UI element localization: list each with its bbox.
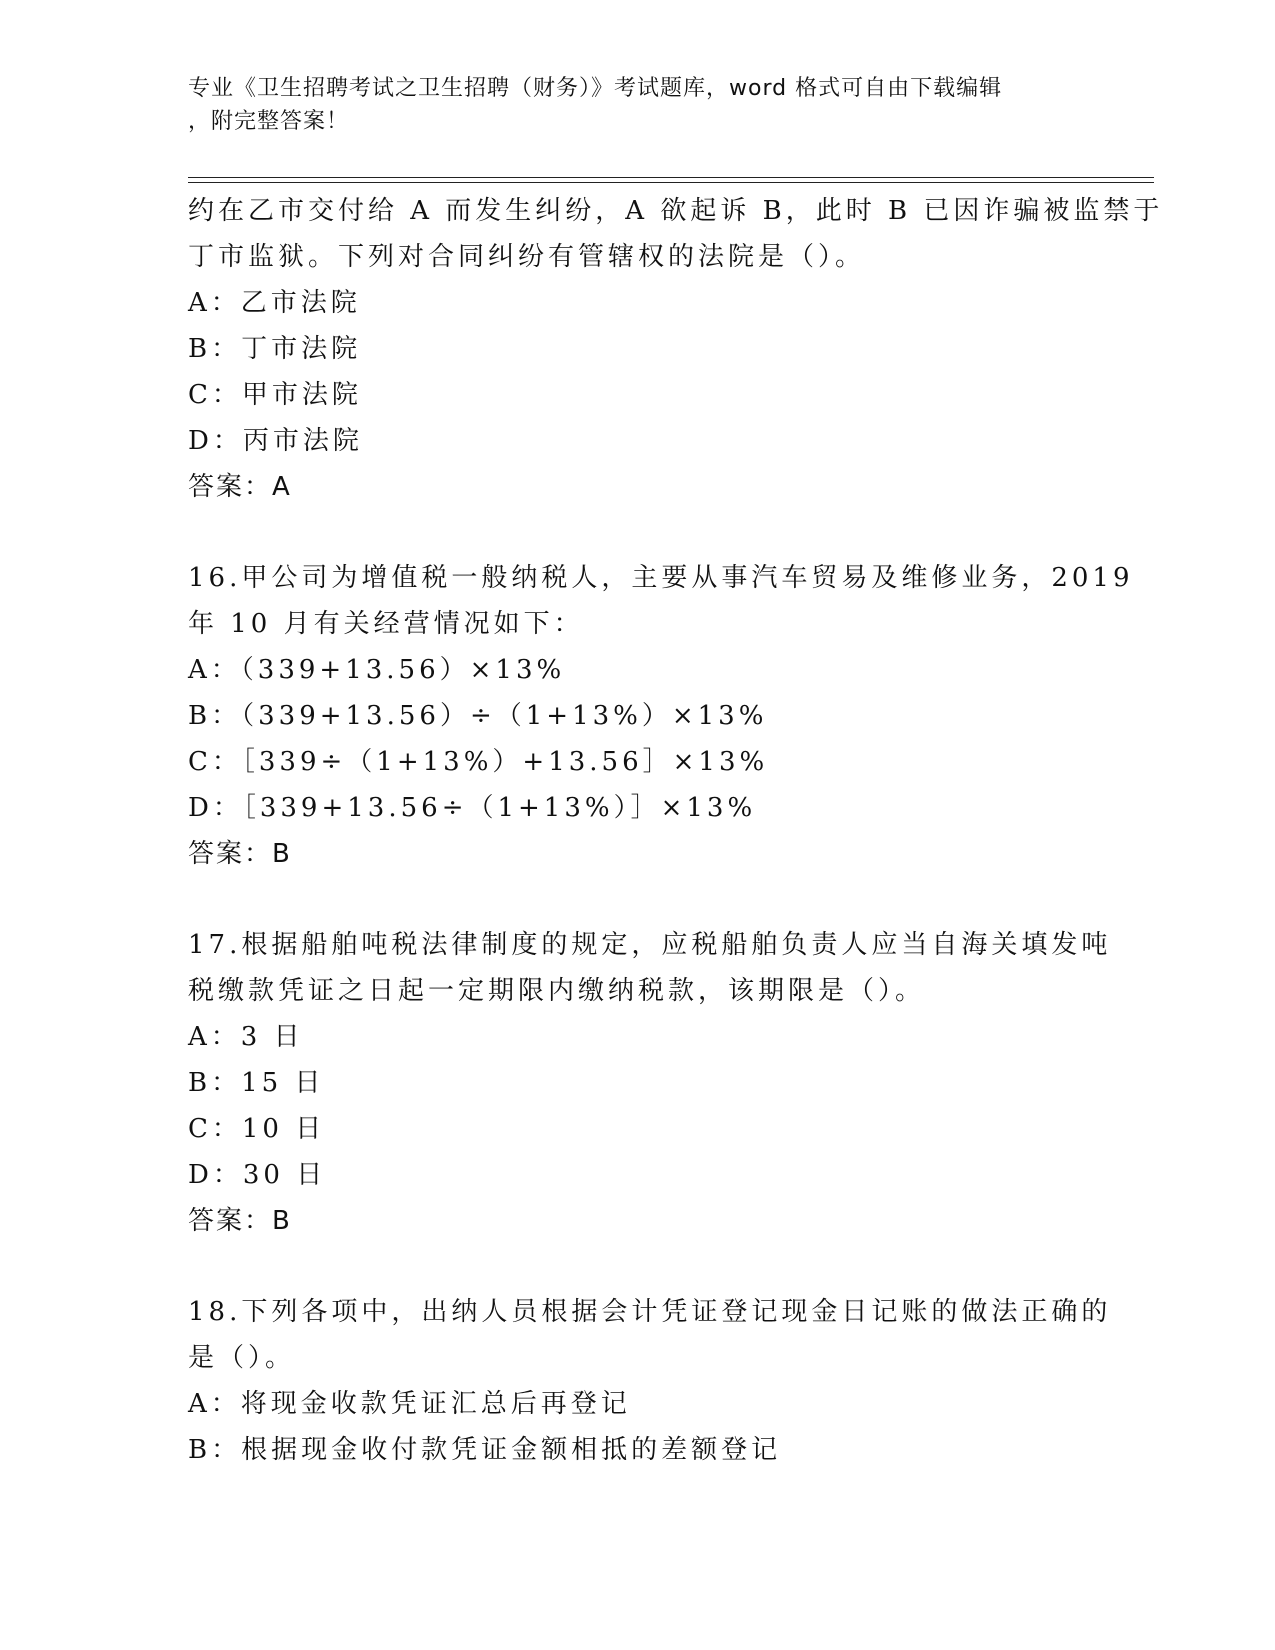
option-b: B：（339+13.56）÷（1+13%）×13% [188, 701, 768, 731]
header-text-line-1: 专业《卫生招聘考试之卫生招聘（财务）》考试题库，word 格式可自由下载编辑 [188, 76, 1003, 101]
option-c: C：10 日 [188, 1114, 326, 1144]
question-stem-line: 是（）。 [188, 1343, 296, 1373]
option-b: B：根据现金收付款凭证金额相抵的差额登记 [188, 1435, 782, 1465]
question-list [188, 188, 1164, 1473]
question-17 [188, 922, 1112, 1244]
question-stem-line: 税缴款凭证之日起一定期限内缴纳税款，该期限是（）。 [188, 976, 926, 1006]
question-15 [188, 188, 1164, 510]
answer-line: 答案：B [188, 1206, 292, 1236]
header-divider-bottom [188, 182, 1154, 183]
answer-line: 答案：A [188, 472, 292, 502]
question-spacer [188, 877, 1088, 922]
option-d: D：30 日 [188, 1160, 327, 1190]
question-stem-line: 16.甲公司为增值税一般纳税人，主要从事汽车贸易及维修业务，2019 [188, 563, 1134, 593]
header-text-line-2: ，附完整答案！ [188, 109, 350, 134]
option-d: D：［339+13.56÷（1+13%）］×13% [188, 793, 757, 823]
question-stem-line: 18.下列各项中，出纳人员根据会计凭证登记现金日记账的做法正确的 [188, 1297, 1112, 1327]
question-stem-line: 年 10 月有关经营情况如下： [188, 609, 584, 639]
question-spacer [188, 510, 1088, 555]
option-d: D：丙市法院 [188, 426, 363, 456]
question-stem-line: 约在乙市交付给 A 而发生纠纷，A 欲起诉 B，此时 B 已因诈骗被监禁于 [188, 196, 1164, 226]
option-a: A：乙市法院 [188, 288, 361, 318]
option-b: B：15 日 [188, 1068, 325, 1098]
answer-line: 答案：B [188, 839, 292, 869]
question-18 [188, 1289, 1112, 1473]
option-b: B：丁市法院 [188, 334, 362, 364]
document-header [188, 72, 1068, 138]
question-stem-line: 17.根据船舶吨税法律制度的规定，应税船舶负责人应当自海关填发吨 [188, 930, 1112, 960]
option-a: A：将现金收款凭证汇总后再登记 [188, 1389, 631, 1419]
question-16 [188, 555, 1134, 877]
header-divider-top [188, 177, 1154, 178]
option-c: C：［339÷（1+13%）+13.56］×13% [188, 747, 769, 777]
option-c: C：甲市法院 [188, 380, 362, 410]
option-a: A：3 日 [188, 1022, 304, 1052]
question-stem-line: 丁市监狱。下列对合同纠纷有管辖权的法院是（）。 [188, 242, 866, 272]
option-a: A：（339+13.56）×13% [188, 655, 566, 685]
question-spacer [188, 1244, 1088, 1289]
